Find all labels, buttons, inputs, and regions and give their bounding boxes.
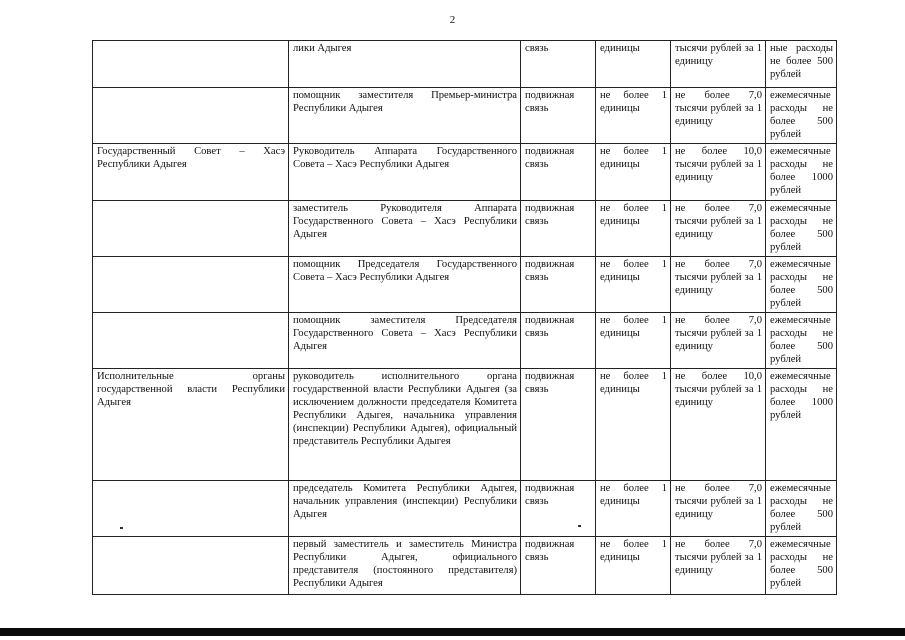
comm-type-cell: подвижная связь bbox=[521, 537, 596, 595]
organ-cell bbox=[93, 88, 289, 144]
monthly-limit-cell: ежемесячные расходы не более 500 рублей bbox=[766, 88, 837, 144]
page-number: 2 bbox=[449, 14, 456, 26]
unit-limit-cell: не более 1 единицы bbox=[596, 144, 671, 201]
comm-type-cell: подвижная связь bbox=[521, 88, 596, 144]
table-row bbox=[93, 537, 837, 595]
scan-edge-bar bbox=[0, 628, 905, 636]
comm-type-cell: подвижная связь bbox=[521, 369, 596, 481]
position-cell: помощник заместителя Председателя Государственного Совета – Хасэ Республики Адыгея bbox=[289, 313, 521, 369]
table-row bbox=[93, 41, 837, 88]
position-cell: Руководитель Аппарата Государственного Совета – Хасэ Республики Адыгея bbox=[289, 144, 521, 201]
scan-speck bbox=[578, 525, 581, 527]
organ-cell: Исполнительные органы государственной власти Республики Адыгея bbox=[93, 369, 289, 481]
unit-limit-cell: не более 1 единицы bbox=[596, 313, 671, 369]
monthly-limit-cell: ные расходы не более 500 рублей bbox=[766, 41, 837, 88]
unit-limit-cell: не более 1 единицы bbox=[596, 201, 671, 257]
position-cell: руководитель исполнительного органа государственной власти Республики Адыгея (за исключением должности председателя Комитета Республики Адыгея, начальника управления (инспекции) Республики Адыгея), официальный представитель Республики Адыгея bbox=[289, 369, 521, 481]
monthly-limit-cell: ежемесячные расходы не более 500 рублей bbox=[766, 257, 837, 313]
position-cell: председатель Комитета Республики Адыгея, начальник управления (инспекции) Республики Адыгея bbox=[289, 481, 521, 537]
comm-type-cell: подвижная связь bbox=[521, 481, 596, 537]
comm-type-cell: подвижная связь bbox=[521, 144, 596, 201]
comm-type-cell: подвижная связь bbox=[521, 313, 596, 369]
organ-cell bbox=[93, 41, 289, 88]
unit-limit-cell: не более 1 единицы bbox=[596, 537, 671, 595]
unit-limit-cell: не более 1 единицы bbox=[596, 481, 671, 537]
position-cell: помощник Председателя Государственного Совета – Хасэ Республики Адыгея bbox=[289, 257, 521, 313]
organ-cell bbox=[93, 257, 289, 313]
monthly-limit-cell: ежемесячные расходы не более 1000 рублей bbox=[766, 369, 837, 481]
table-row bbox=[93, 481, 837, 537]
cost-limit-cell: тысячи рублей за 1 единицу bbox=[671, 41, 766, 88]
table-row bbox=[93, 201, 837, 257]
cost-limit-cell: не более 7,0 тысячи рублей за 1 единицу bbox=[671, 88, 766, 144]
monthly-limit-cell: ежемесячные расходы не более 1000 рублей bbox=[766, 144, 837, 201]
organ-cell bbox=[93, 537, 289, 595]
position-cell: лики Адыгея bbox=[289, 41, 521, 88]
cost-limit-cell: не более 7,0 тысячи рублей за 1 единицу bbox=[671, 257, 766, 313]
organ-cell: Государственный Совет – Хасэ Республики Адыгея bbox=[93, 144, 289, 201]
table-row bbox=[93, 369, 837, 481]
organ-cell bbox=[93, 313, 289, 369]
cost-limit-cell: не более 10,0 тысячи рублей за 1 единицу bbox=[671, 369, 766, 481]
unit-limit-cell: не более 1 единицы bbox=[596, 88, 671, 144]
monthly-limit-cell: ежемесячные расходы не более 500 рублей bbox=[766, 537, 837, 595]
monthly-limit-cell: ежемесячные расходы не более 500 рублей bbox=[766, 481, 837, 537]
allowance-table bbox=[92, 40, 837, 595]
comm-type-cell: связь bbox=[521, 41, 596, 88]
cost-limit-cell: не более 7,0 тысячи рублей за 1 единицу bbox=[671, 481, 766, 537]
table-row bbox=[93, 88, 837, 144]
unit-limit-cell: единицы bbox=[596, 41, 671, 88]
cost-limit-cell: не более 10,0 тысячи рублей за 1 единицу bbox=[671, 144, 766, 201]
table-row bbox=[93, 313, 837, 369]
scan-speck bbox=[120, 527, 123, 529]
cost-limit-cell: не более 7,0 тысячи рублей за 1 единицу bbox=[671, 313, 766, 369]
table-row bbox=[93, 144, 837, 201]
comm-type-cell: подвижная связь bbox=[521, 201, 596, 257]
unit-limit-cell: не более 1 единицы bbox=[596, 257, 671, 313]
monthly-limit-cell: ежемесячные расходы не более 500 рублей bbox=[766, 313, 837, 369]
cost-limit-cell: не более 7,0 тысячи рублей за 1 единицу bbox=[671, 201, 766, 257]
comm-type-cell: подвижная связь bbox=[521, 257, 596, 313]
monthly-limit-cell: ежемесячные расходы не более 500 рублей bbox=[766, 201, 837, 257]
unit-limit-cell: не более 1 единицы bbox=[596, 369, 671, 481]
position-cell: заместитель Руководителя Аппарата Государственного Совета – Хасэ Республики Адыгея bbox=[289, 201, 521, 257]
organ-cell bbox=[93, 201, 289, 257]
table-row bbox=[93, 257, 837, 313]
cost-limit-cell: не более 7,0 тысячи рублей за 1 единицу bbox=[671, 537, 766, 595]
position-cell: помощник заместителя Премьер-министра Республики Адыгея bbox=[289, 88, 521, 144]
position-cell: первый заместитель и заместитель Министра Республики Адыгея, официального представителя (постоянного представителя) Республики Адыгея bbox=[289, 537, 521, 595]
